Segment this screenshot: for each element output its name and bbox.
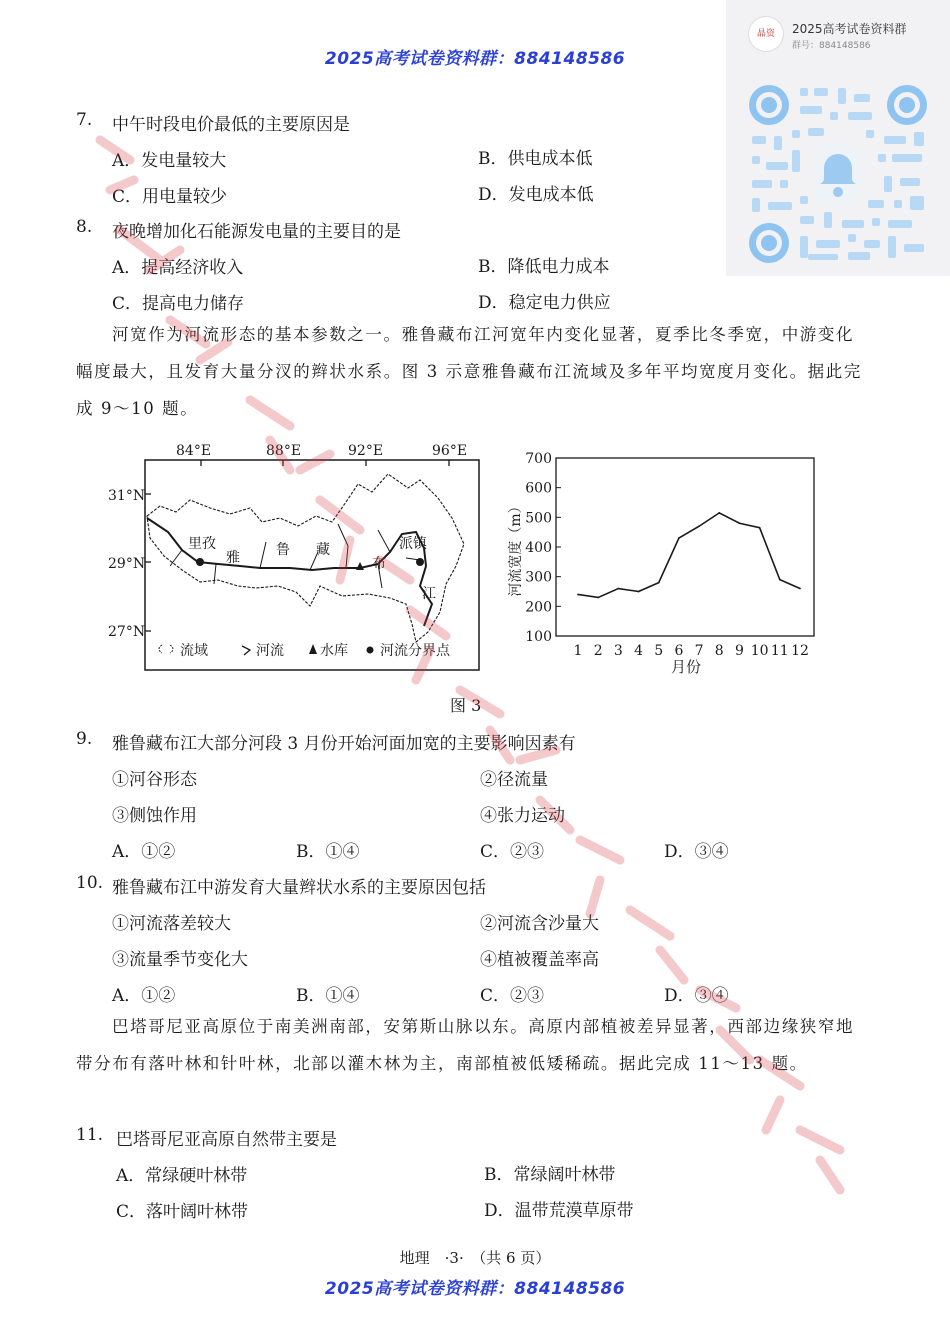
- place-label: 里孜: [188, 536, 216, 552]
- main-river: [147, 518, 432, 626]
- y-tick-label: 700: [525, 451, 552, 467]
- basin-boundary: [147, 474, 464, 642]
- qr-code-icon[interactable]: [748, 84, 928, 264]
- legend-basin: 流域: [180, 643, 208, 659]
- x-tick-label: 7: [694, 643, 704, 659]
- question-11-option-b[interactable]: B．常绿阔叶林带: [484, 1165, 616, 1185]
- x-tick-label: 9: [734, 643, 744, 659]
- question-7-stem: 中午时段电价最低的主要原因是: [112, 115, 350, 135]
- qr-group-number: 群号：884148586: [792, 41, 871, 51]
- question-8-number: 8.: [76, 217, 93, 237]
- question-11-option-c[interactable]: C．落叶阔叶林带: [116, 1202, 249, 1222]
- x-tick-label: 2: [593, 643, 603, 659]
- question-11-option-a[interactable]: A．常绿硬叶林带: [116, 1166, 248, 1186]
- question-8-option-c[interactable]: C．提高电力储存: [112, 294, 245, 314]
- data-point: [597, 597, 599, 599]
- question-10-number: 10.: [76, 873, 104, 893]
- question-9-option-a[interactable]: A．①②: [112, 842, 176, 862]
- group-logo-icon: 晶资: [748, 16, 784, 52]
- question-9-statement-3: ③侧蚀作用: [112, 806, 197, 826]
- qr-title: 2025高考试卷资料群: [792, 22, 907, 36]
- lon-label: 96°E: [432, 443, 468, 459]
- question-7-option-c[interactable]: C．用电量较少: [112, 187, 228, 207]
- place-label: 派镇: [399, 536, 427, 552]
- yarlung-basin-map: [108, 436, 500, 676]
- question-8-option-d[interactable]: D．稳定电力供应: [478, 293, 611, 313]
- question-9-number: 9.: [76, 729, 93, 749]
- lat-label: 31°N: [108, 488, 146, 504]
- lat-label: 29°N: [108, 556, 146, 572]
- lon-label: 88°E: [266, 443, 302, 459]
- river-legend-icon: [242, 646, 250, 655]
- data-point: [658, 582, 660, 584]
- x-tick-label: 4: [634, 643, 644, 659]
- question-10-statement-4: ④植被覆盖率高: [480, 950, 599, 970]
- river-label: 布: [372, 556, 386, 572]
- y-tick-label: 200: [525, 599, 552, 616]
- question-11-option-d[interactable]: D．温带荒漠草原带: [484, 1201, 634, 1221]
- x-tick-label: 6: [674, 643, 684, 659]
- question-10-statement-2: ②河流含沙量大: [480, 914, 599, 934]
- river-label: 藏: [316, 542, 330, 558]
- river-label: 鲁: [276, 542, 290, 558]
- river-label: 江: [422, 586, 436, 602]
- y-tick-label: 100: [525, 629, 552, 645]
- x-tick-label: 10: [750, 643, 769, 659]
- width-series-line: [578, 513, 800, 598]
- y-axis-label: 河流宽度（m）: [508, 499, 524, 597]
- x-tick-label: 5: [654, 643, 664, 659]
- data-point: [698, 525, 700, 527]
- passage-patagonia: 巴塔哥尼亚高原位于南美洲南部，安第斯山脉以东。高原内部植被差异显著，西部边缘狭窄地带分布有落叶林和针叶林，北部以灌木林为主，南部植被低矮稀疏。据此完成 11～13 题。: [76, 1017, 855, 1073]
- question-9-option-d[interactable]: D．③④: [664, 842, 729, 862]
- data-point: [759, 527, 761, 529]
- question-9-option-b[interactable]: B．①④: [296, 842, 360, 862]
- question-10-stem: 雅鲁藏布江中游发育大量辫状水系的主要原因包括: [112, 878, 486, 898]
- lon-label: 92°E: [348, 443, 384, 459]
- division-point-icon: [416, 558, 424, 566]
- y-tick-label: 300: [525, 569, 552, 586]
- y-tick-label: 500: [525, 510, 552, 527]
- x-tick-label: 3: [613, 643, 623, 659]
- x-tick-label: 12: [791, 643, 809, 659]
- qr-header: [748, 16, 938, 56]
- question-11-stem: 巴塔哥尼亚高原自然带主要是: [116, 1130, 337, 1150]
- x-tick-label: 11: [770, 643, 789, 659]
- page-footer: 地理 ·3· （共 6 页）: [399, 1249, 551, 1267]
- data-point: [739, 522, 741, 524]
- reservoir-legend-icon: [309, 644, 317, 654]
- data-point: [799, 588, 801, 590]
- passage-river-width: 河宽作为河流形态的基本参数之一。雅鲁藏布江河宽年内变化显著，夏季比冬季宽，中游变化幅度最大，且发育大量分汊的辫状水系。图 3 示意雅鲁藏布江流域及多年平均宽度月变化。据此完成 9～10 题。: [76, 325, 862, 418]
- legend-division-point: 河流分界点: [380, 643, 450, 659]
- question-10-statement-3: ③流量季节变化大: [112, 950, 248, 970]
- question-10-option-b[interactable]: B．①④: [296, 986, 360, 1006]
- question-7-option-d[interactable]: D．发电成本低: [478, 185, 594, 205]
- data-point: [678, 537, 680, 539]
- question-9-statement-2: ②径流量: [480, 770, 548, 790]
- data-point: [577, 594, 579, 596]
- reservoir-icon: [356, 562, 364, 570]
- question-10-option-d[interactable]: D．③④: [664, 986, 729, 1006]
- question-9-statement-4: ④张力运动: [480, 806, 565, 826]
- division-legend-icon: [367, 647, 374, 654]
- figure-caption: 图 3: [450, 696, 482, 715]
- division-point-icon: [196, 558, 204, 566]
- legend-river: 河流: [256, 643, 284, 659]
- basin-legend-icon: [159, 645, 173, 653]
- top-banner: 2025高考试卷资料群：884148586: [324, 49, 626, 69]
- river-width-chart: [500, 444, 830, 680]
- question-9-statement-1: ①河谷形态: [112, 770, 197, 790]
- x-tick-label: 8: [714, 643, 724, 659]
- question-9-stem: 雅鲁藏布江大部分河段 3 月份开始河面加宽的主要影响因素有: [112, 734, 576, 754]
- y-tick-label: 600: [525, 480, 552, 497]
- question-7-number: 7.: [76, 110, 93, 130]
- question-8-option-a[interactable]: A．提高经济收入: [112, 258, 244, 278]
- question-10-option-a[interactable]: A．①②: [112, 986, 176, 1006]
- y-tick-label: 400: [525, 540, 552, 556]
- data-point: [638, 591, 640, 593]
- x-axis-label: 月份: [670, 658, 702, 676]
- question-10-option-c[interactable]: C．②③: [480, 986, 545, 1006]
- bottom-banner: 2025高考试卷资料群：884148586: [324, 1279, 626, 1299]
- legend-reservoir: 水库: [320, 643, 348, 659]
- x-tick-label: 1: [573, 643, 583, 659]
- question-10-statement-1: ①河流落差较大: [112, 914, 231, 934]
- question-8-stem: 夜晚增加化石能源发电量的主要目的是: [112, 222, 401, 242]
- question-11-number: 11.: [76, 1125, 104, 1145]
- question-7-option-b[interactable]: B．供电成本低: [478, 149, 593, 169]
- river-label: 雅: [226, 550, 240, 566]
- question-9-option-c[interactable]: C．②③: [480, 842, 545, 862]
- lat-label: 27°N: [108, 624, 146, 640]
- data-point: [617, 588, 619, 590]
- map-legend: [159, 642, 451, 659]
- question-7-option-a[interactable]: A．发电量较大: [112, 151, 227, 171]
- data-point: [718, 512, 720, 514]
- data-point: [779, 579, 781, 581]
- question-8-option-b[interactable]: B．降低电力成本: [478, 257, 610, 277]
- lon-label: 84°E: [176, 443, 212, 459]
